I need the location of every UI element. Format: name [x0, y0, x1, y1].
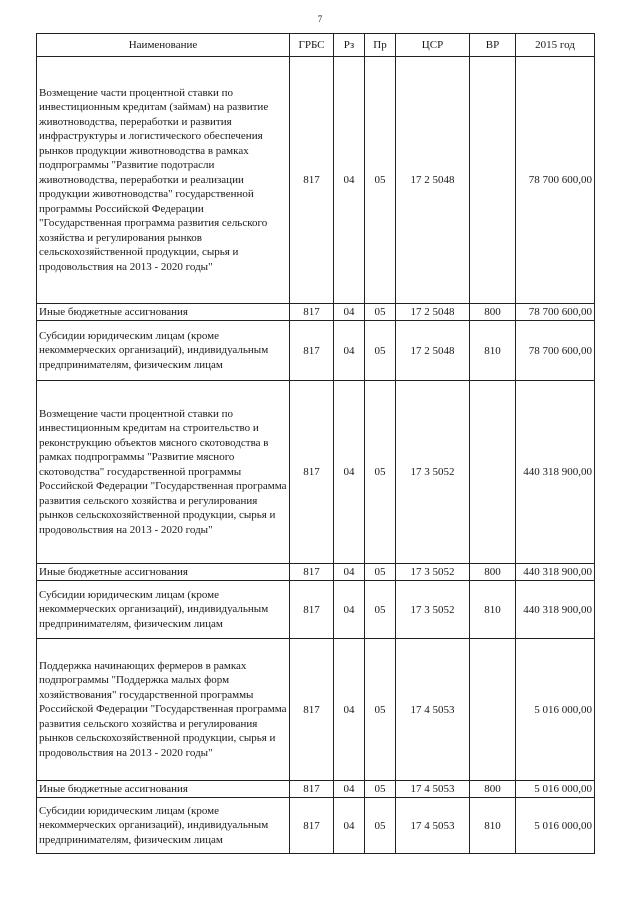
row-name: Иные бюджетные ассигнования [37, 564, 290, 581]
row-rz: 04 [334, 564, 365, 581]
row-pr: 05 [365, 639, 396, 781]
row-amount: 78 700 600,00 [516, 304, 595, 321]
header-vr: ВР [470, 34, 516, 57]
row-grbs: 817 [290, 581, 334, 639]
row-vr [470, 57, 516, 304]
row-csr: 17 3 5052 [396, 564, 470, 581]
row-rz: 04 [334, 304, 365, 321]
row-rz: 04 [334, 321, 365, 381]
page-number: 7 [317, 14, 323, 24]
table-row [37, 781, 595, 798]
header-rz: Рз [334, 34, 365, 57]
row-vr: 800 [470, 564, 516, 581]
table-row [37, 321, 595, 381]
row-pr: 05 [365, 57, 396, 304]
row-pr: 05 [365, 798, 396, 854]
row-grbs: 817 [290, 304, 334, 321]
row-amount: 78 700 600,00 [516, 321, 595, 381]
row-vr: 800 [470, 304, 516, 321]
table-row [37, 581, 595, 639]
row-vr: 810 [470, 798, 516, 854]
table-row [37, 57, 595, 304]
row-rz: 04 [334, 581, 365, 639]
row-csr: 17 3 5052 [396, 581, 470, 639]
row-grbs: 817 [290, 781, 334, 798]
row-name: Поддержка начинающих фермеров в рамках подпрограммы "Поддержка малых форм хозяйствования" государственной программы Российской Федерации "Государственная программа развития сельского хозяйства и регулирования рынков сельскохозяйственной продукции, сырья и продовольствия на 2013 - 2020 годы" [37, 639, 290, 781]
row-amount: 440 318 900,00 [516, 381, 595, 564]
row-grbs: 817 [290, 798, 334, 854]
row-name: Иные бюджетные ассигнования [37, 304, 290, 321]
row-name: Субсидии юридическим лицам (кроме некоммерческих организаций), индивидуальным предпринимателям, физическим лицам [37, 321, 290, 381]
row-amount: 5 016 000,00 [516, 798, 595, 854]
row-rz: 04 [334, 781, 365, 798]
row-amount: 440 318 900,00 [516, 581, 595, 639]
table-row [37, 304, 595, 321]
row-amount: 5 016 000,00 [516, 639, 595, 781]
budget-table [36, 33, 595, 854]
row-name: Возмещение части процентной ставки по инвестиционным кредитам (займам) на развитие животноводства, переработки и развития инфраструктуры и логистического обеспечения рынков продукции животноводства в рамках подпрограммы "Развитие подотрасли животноводства, переработки и реализации продукции животноводства" государственной программы Российской Федерации "Государственная программа развития сельского хозяйства и регулирования рынков сельскохозяйственной продукции, сырья и продовольствия на 2013 - 2020 годы" [37, 57, 290, 304]
header-grbs: ГРБС [290, 34, 334, 57]
row-grbs: 817 [290, 639, 334, 781]
row-grbs: 817 [290, 381, 334, 564]
table-row [37, 639, 595, 781]
row-rz: 04 [334, 57, 365, 304]
row-grbs: 817 [290, 564, 334, 581]
header-csr: ЦСР [396, 34, 470, 57]
row-amount: 440 318 900,00 [516, 564, 595, 581]
row-pr: 05 [365, 321, 396, 381]
row-csr: 17 3 5052 [396, 381, 470, 564]
header-pr: Пр [365, 34, 396, 57]
row-vr [470, 381, 516, 564]
row-rz: 04 [334, 798, 365, 854]
row-grbs: 817 [290, 321, 334, 381]
row-csr: 17 4 5053 [396, 781, 470, 798]
header-row [37, 34, 595, 57]
row-amount: 78 700 600,00 [516, 57, 595, 304]
row-name: Возмещение части процентной ставки по инвестиционным кредитам на строительство и реконструкцию объектов мясного скотоводства в рамках подпрограммы "Развитие мясного скотоводства" государственной программы Российской Федерации "Государственная программа развития сельского хозяйства и регулирования рынков сельскохозяйственной продукции, сырья и продовольствия на 2013 - 2020 годы" [37, 381, 290, 564]
table-row [37, 798, 595, 854]
row-csr: 17 2 5048 [396, 304, 470, 321]
row-csr: 17 2 5048 [396, 321, 470, 381]
row-name: Иные бюджетные ассигнования [37, 781, 290, 798]
row-vr [470, 639, 516, 781]
header-name: Наименование [37, 34, 290, 57]
row-rz: 04 [334, 381, 365, 564]
row-vr: 810 [470, 581, 516, 639]
row-csr: 17 4 5053 [396, 639, 470, 781]
table-row [37, 381, 595, 564]
row-csr: 17 4 5053 [396, 798, 470, 854]
row-pr: 05 [365, 381, 396, 564]
row-pr: 05 [365, 581, 396, 639]
row-rz: 04 [334, 639, 365, 781]
row-pr: 05 [365, 304, 396, 321]
row-name: Субсидии юридическим лицам (кроме некоммерческих организаций), индивидуальным предпринимателям, физическим лицам [37, 581, 290, 639]
row-amount: 5 016 000,00 [516, 781, 595, 798]
row-grbs: 817 [290, 57, 334, 304]
row-name: Субсидии юридическим лицам (кроме некоммерческих организаций), индивидуальным предпринимателям, физическим лицам [37, 798, 290, 854]
row-pr: 05 [365, 564, 396, 581]
row-vr: 810 [470, 321, 516, 381]
header-amount: 2015 год [516, 34, 595, 57]
table-row [37, 564, 595, 581]
row-vr: 800 [470, 781, 516, 798]
row-csr: 17 2 5048 [396, 57, 470, 304]
row-pr: 05 [365, 781, 396, 798]
